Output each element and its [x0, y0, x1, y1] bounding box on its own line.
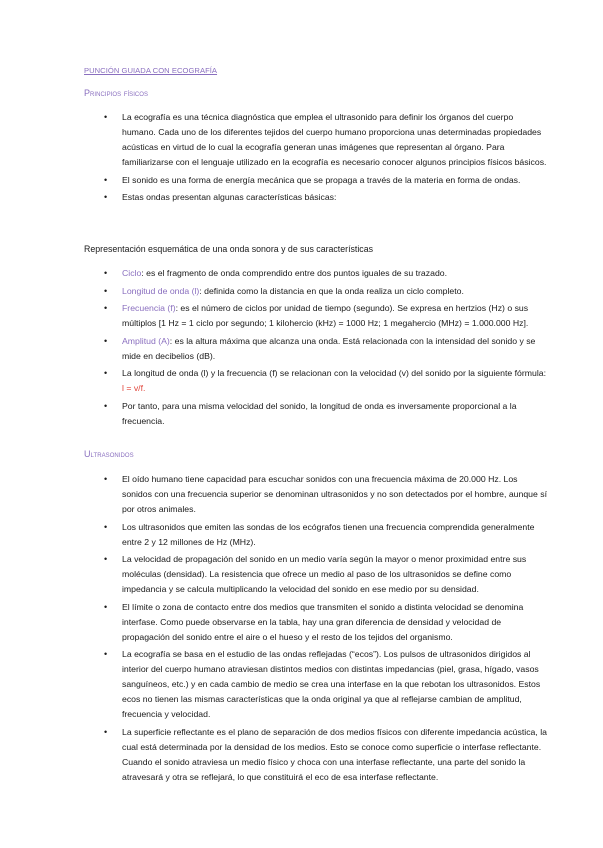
list-item [0, 520, 603, 550]
bullet-icon: • [104, 400, 108, 411]
list-item-text: La velocidad de propagación del sonido en un medio varía según la mayor o menor proximidad entre sus moléculas (densidad). La resistencia que ofrece un medio al paso de los ultrasonidos se define como impedancia y se calcula multiplicando la velocidad del sonido en ese medio por su densidad. [122, 554, 527, 594]
list-item [0, 552, 603, 597]
wave-characteristics-list [0, 266, 603, 431]
term-definition: : es el número de ciclos por unidad de tiempo (segundo). Se expresa en hertzios (Hz) o sus múltiplos [1 Hz = 1 ciclo por segundo; 1 kilohercio (kHz) = 1000 Hz; 1 megahercio (MHz) = 1.000.000 Hz]. [122, 303, 529, 328]
document-title-link[interactable]: PUNCIÓN GUIADA CON ECOGRAFÍA [84, 66, 218, 75]
list-item [0, 284, 603, 299]
bullet-icon: • [104, 601, 108, 612]
list-item-text: Los ultrasonidos que emiten las sondas de los ecógrafos tienen una frecuencia comprendida generalmente entre 2 y 12 millones de Hz (MHz). [122, 521, 535, 547]
bullet-icon: • [104, 192, 108, 202]
bullet-icon: • [104, 268, 108, 278]
bullet-icon: • [104, 649, 108, 659]
term-definition: : definida como la distancia en que la onda realiza un ciclo completo. [199, 285, 464, 296]
bullet-icon: • [104, 112, 108, 122]
list-item-text: La superficie reflectante es el plano de separación de dos medios físicos con diferente impedancia acústica, la cual está determinada por la densidad de los medios. Esto se conoce como superficie o interfase reflectante. Cuando el sonido atraviesa un medio físico y choca con una interfase reflectante, una parte del sonido la atravesará y otra se reflejará, lo que constituirá el eco de esa interfase reflectante. [122, 726, 547, 782]
list-item [0, 647, 603, 722]
bullet-icon: • [104, 303, 108, 313]
list-item [0, 110, 603, 170]
list-item-text: La ecografía se basa en el estudio de las ondas reflejadas (“ecos”). Los pulsos de ultrasonidos dirigidos al interior del cuerpo humano atraviesan distintos medios con distintas impedancias (piel, grasa, hígado, vasos sanguíneos, etc.) y en cada cambio de medio se crea una interfase en la que rebotan los ultrasonidos. Estos ecos no tienen las mismas características que la onda original ya que al reflejarse cambian de amplitud, frecuencia y velocidad. [122, 649, 541, 719]
bullet-icon: • [104, 554, 108, 564]
bullet-icon: • [104, 521, 108, 532]
section-heading-ultrasonidos: Ultrasonidos [84, 449, 134, 459]
section-heading-principios: Principios físicos [84, 88, 149, 98]
list-item-text: La ecografía es una técnica diagnóstica que emplea el ultrasonido para definir los órganos del cuerpo humano. Cada uno de los diferentes tejidos del cuerpo humano proporciona unas determinadas propiedades acústicas en virtud de lo cual la ecografía generan unas imágenes que representan al órgano. Para familiarizarse con el lenguaje utilizado en la ecografía es necesario conocer algunos principios físicos básicos. [122, 112, 547, 167]
ultrasonidos-list [0, 472, 603, 787]
list-item-text: El sonido es una forma de energía mecánica que se propaga a través de la materia en forma de ondas. [122, 174, 521, 185]
bullet-icon: • [104, 174, 108, 185]
list-item [0, 600, 603, 645]
list-item-text: Estas ondas presentan algunas características básicas: [122, 192, 337, 202]
list-item-text: El límite o zona de contacto entre dos medios que transmiten el sonido a distinta velocidad se denomina interfase. Como puede observarse en la tabla, hay una gran diferencia de densidad y velocidad de propagación del sonido entre el aire o el hueso y el resto de los tejidos del organismo. [122, 601, 524, 642]
term-frecuencia: Frecuencia (f) [122, 303, 176, 313]
term-definition: : es la altura máxima que alcanza una onda. Está relacionada con la intensidad del sonido y se mide en decibelios (dB). [122, 335, 536, 361]
list-item [0, 266, 603, 281]
bullet-icon: • [104, 335, 108, 346]
bullet-icon: • [104, 726, 108, 737]
list-item [0, 725, 603, 785]
term-definition: : es el fragmento de onda comprendido entre dos puntos iguales de su trazado. [141, 268, 448, 278]
term-amplitud: Amplitud (A) [122, 335, 170, 346]
bullet-icon: • [104, 368, 108, 378]
list-item-text: El oído humano tiene capacidad para escuchar sonidos con una frecuencia máxima de 20.000 Hz. Los sonidos con una frecuencia superior se denominan ultrasonidos y no son detectados por el hombre, aunque sí por otros animales. [122, 474, 547, 514]
list-item [0, 366, 603, 396]
bullet-icon: • [104, 285, 108, 296]
list-item [0, 173, 603, 188]
list-item [0, 399, 603, 429]
list-item [0, 472, 603, 517]
formula: l = v/f. [122, 383, 146, 393]
list-item-text: Por tanto, para una misma velocidad del sonido, la longitud de onda es inversamente proporcional a la frecuencia. [122, 400, 517, 426]
list-item [0, 190, 603, 205]
formula-text: La longitud de onda (l) y la frecuencia (f) se relacionan con la velocidad (v) del sonido por la siguiente fórmula: [122, 368, 546, 378]
list-item [0, 301, 603, 331]
principios-list [0, 110, 603, 208]
term-longitud-onda: Longitud de onda (l) [122, 285, 200, 296]
list-item [0, 334, 603, 364]
term-ciclo: Ciclo [122, 268, 142, 278]
wave-caption: Representación esquemática de una onda sonora y de sus características [84, 244, 374, 254]
bullet-icon: • [104, 474, 108, 484]
